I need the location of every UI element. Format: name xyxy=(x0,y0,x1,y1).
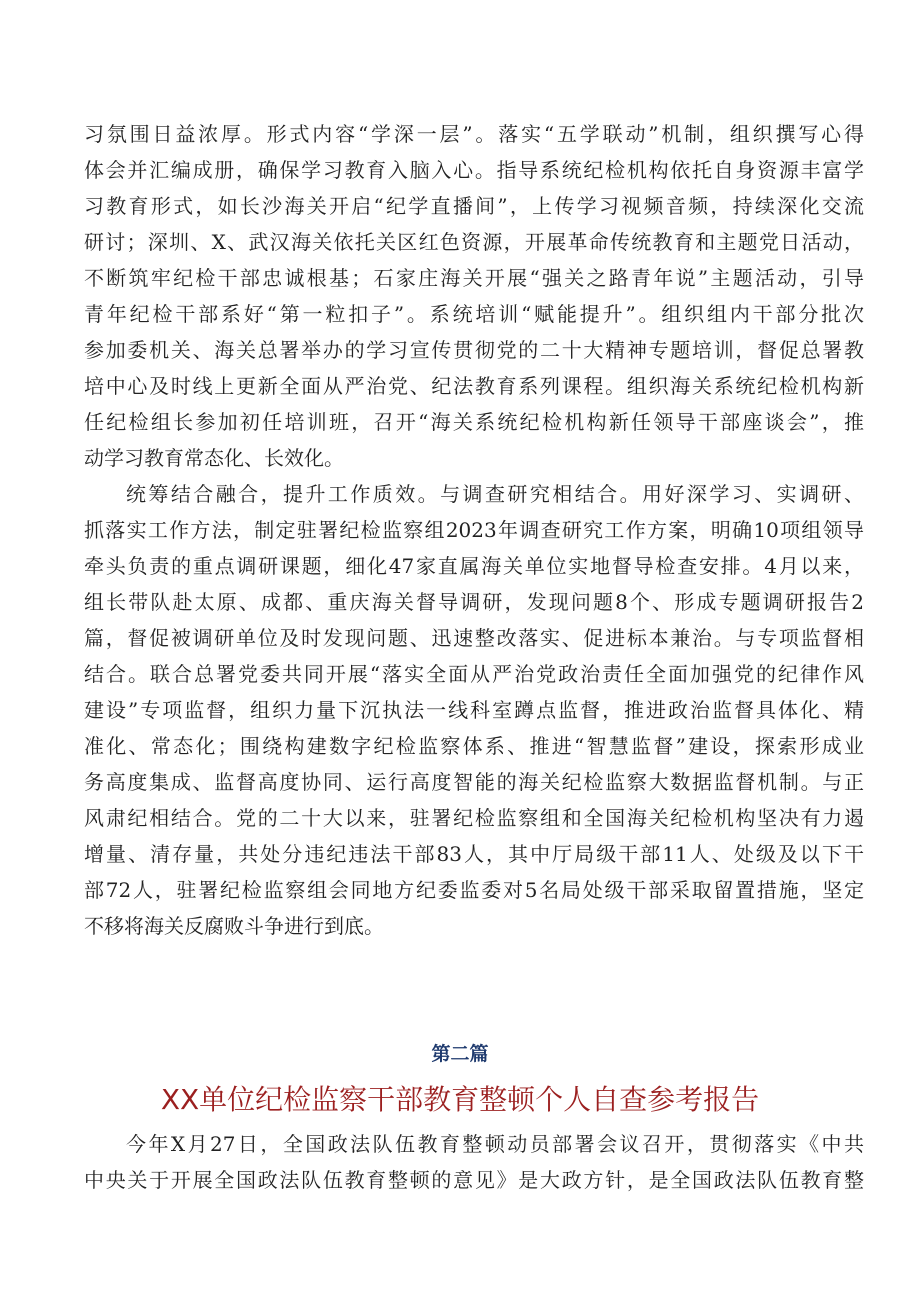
paragraph-2-line: 建设”专项监督，组织力量下沉执法一线科室蹲点监督，推进政治监督具体化、精 xyxy=(84,698,864,722)
paragraph-1-line: 青年纪检干部系好“第一粒扣子”。系统培训“赋能提升”。组织组内干部分批次 xyxy=(84,302,864,326)
paragraph-1-line: 体会并汇编成册，确保学习教育入脑入心。指导系统纪检机构依托自身资源丰富学 xyxy=(84,158,864,182)
paragraph-3-line: 今年X月27日，全国政法队伍教育整顿动员部署会议召开，贯彻落实《中共 xyxy=(126,1132,864,1156)
paragraph-2-line: 结合。联合总署党委共同开展“落实全面从严治党政治责任全面加强党的纪律作风 xyxy=(84,662,864,686)
paragraph-1-line: 不断筑牢纪检干部忠诚根基；石家庄海关开展“强关之路青年说”主题活动，引导 xyxy=(84,266,864,290)
paragraph-2-line: 部72人，驻署纪检监察组会同地方纪委监委对5名局处级干部采取留置措施，坚定 xyxy=(84,878,864,902)
paragraph-2-line: 抓落实工作方法，制定驻署纪检监察组2023年调查研究工作方案，明确10项组领导 xyxy=(84,518,864,542)
paragraph-2-line: 务高度集成、监督高度协同、运行高度智能的海关纪检监察大数据监督机制。与正 xyxy=(84,770,864,794)
paragraph-2-line: 篇，督促被调研单位及时发现问题、迅速整改落实、促进标本兼治。与专项监督相 xyxy=(84,626,864,650)
paragraph-2-line: 风肃纪相结合。党的二十大以来，驻署纪检监察组和全国海关纪检机构坚决有力遏 xyxy=(84,806,864,830)
paragraph-1-line: 动学习教育常态化、长效化。 xyxy=(84,446,344,470)
paragraph-1-line: 习氛围日益浓厚。形式内容“学深一层”。落实“五学联动”机制，组织撰写心得 xyxy=(84,122,864,146)
section-label: 第二篇 xyxy=(431,1043,489,1065)
paragraph-2-line: 准化、常态化；围绕构建数字纪检监察体系、推进“智慧监督”建设，探索形成业 xyxy=(84,734,864,758)
paragraph-1-line: 任纪检组长参加初任培训班，召开“海关系统纪检机构新任领导干部座谈会”，推 xyxy=(84,410,864,434)
paragraph-1-line: 研讨；深圳、X、武汉海关依托关区红色资源，开展革命传统教育和主题党日活动， xyxy=(84,230,864,254)
paragraph-2-line: 增量、清存量，共处分违纪违法干部83人，其中厅局级干部11人、处级及以下干 xyxy=(84,842,864,866)
paragraph-1-line: 参加委机关、海关总署举办的学习宣传贯彻党的二十大精神专题培训，督促总署教 xyxy=(84,338,864,362)
paragraph-2-line: 不移将海关反腐败斗争进行到底。 xyxy=(84,914,384,938)
document-title: XX单位纪检监察干部教育整顿个人自查参考报告 xyxy=(160,1083,760,1116)
paragraph-2-line: 牵头负责的重点调研课题，细化47家直属海关单位实地督导检查安排。4月以来， xyxy=(84,554,864,578)
paragraph-2-line: 组长带队赴太原、成都、重庆海关督导调研，发现问题8个、形成专题调研报告2 xyxy=(84,590,864,614)
paragraph-3-line: 中央关于开展全国政法队伍教育整顿的意见》是大政方针，是全国政法队伍教育整 xyxy=(84,1168,864,1192)
paragraph-1-line: 培中心及时线上更新全面从严治党、纪法教育系列课程。组织海关系统纪检机构新 xyxy=(84,374,864,398)
paragraph-1-line: 习教育形式，如长沙海关开启“纪学直播间”，上传学习视频音频，持续深化交流 xyxy=(84,194,864,218)
paragraph-2-line: 统筹结合融合，提升工作质效。与调查研究相结合。用好深学习、实调研、 xyxy=(126,482,864,506)
